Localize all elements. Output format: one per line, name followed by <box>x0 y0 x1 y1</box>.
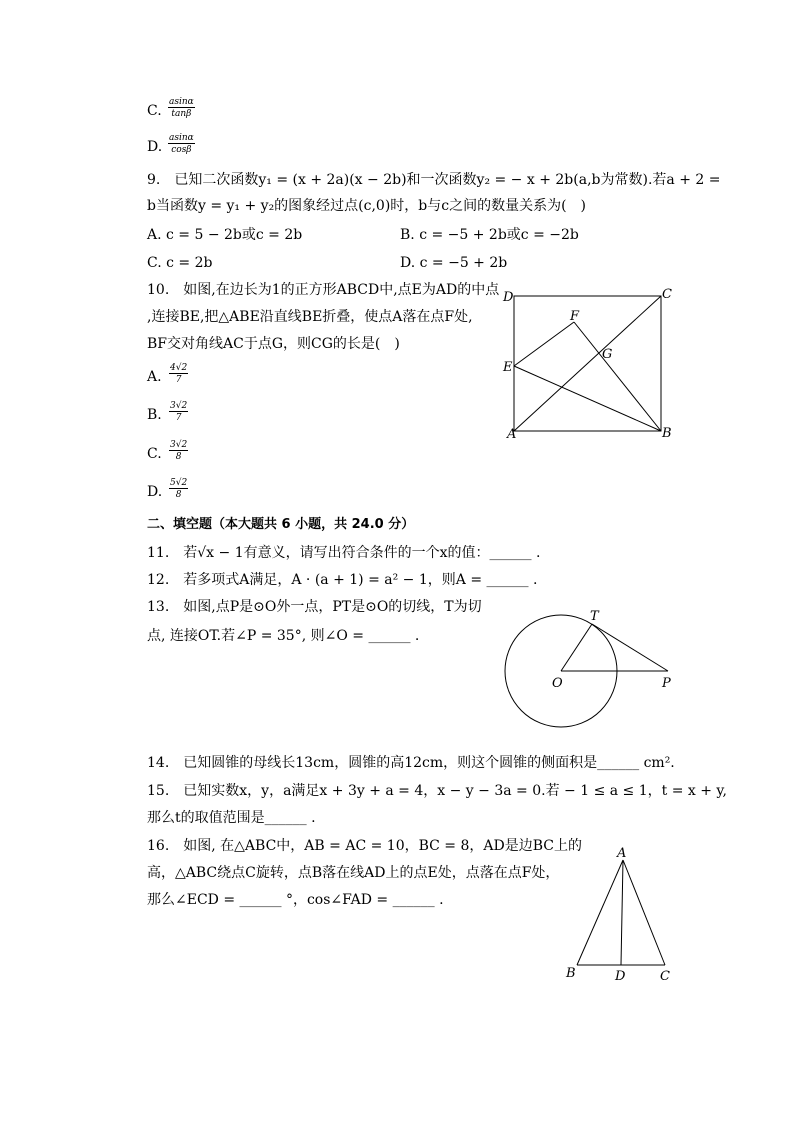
label-c: C <box>660 969 670 984</box>
label-d: D <box>503 290 514 305</box>
label-t: T <box>590 609 599 624</box>
option-c-prev: C. <box>147 103 162 119</box>
q14: 14. 已知圆锥的母线长13cm，圆锥的高12cm，则这个圆锥的侧面积是______ cm². <box>147 755 675 771</box>
q9-line2: b当函数y = y₁ + y₂的图象经过点(c,0)时，b与c之间的数量关系为( ) <box>147 198 587 214</box>
label-b: B <box>662 426 672 441</box>
q16-line3: 那么∠ECD = ______ °，cos∠FAD = ______ . <box>147 892 444 908</box>
q9-option-b: B. c = −5 + 2b或c = −2b <box>400 227 579 243</box>
q10-option-c: C. <box>147 446 162 462</box>
q12: 12. 若多项式A满足，A · (a + 1) = a² − 1，则A = ______ . <box>147 572 538 588</box>
label-a: A <box>507 427 517 442</box>
q16-line2: 高，△ABC绕点C旋转，点B落在线AD上的点E处，点落在点F处， <box>147 865 560 881</box>
q15-line2: 那么t的取值范围是______ . <box>147 810 316 826</box>
q9-option-c: C. c = 2b <box>147 255 213 271</box>
label-a: A <box>617 846 627 861</box>
label-e: E <box>503 360 513 375</box>
label-p: P <box>662 676 671 691</box>
q10-option-b-fraction: $\frac{3√2}{7}$ <box>170 401 188 423</box>
q11: 11. 若√x − 1有意义，请写出符合条件的一个x的值：______ . <box>147 545 541 561</box>
section2-heading: 二、填空题（本大题共 6 小题，共 24.0 分） <box>147 517 415 532</box>
q10-line1: 10. 如图,在边长为1的正方形ABCD中,点E为AD的中点 <box>147 282 500 298</box>
q10-option-d: D. <box>147 484 163 500</box>
label-f: F <box>570 309 580 324</box>
label-o: O <box>552 676 563 691</box>
q9-line1: 9. 已知二次函数y₁ = (x + 2a)(x − 2b)和一次函数y₂ = − x + 2b(a,b为常数).若a + 2 = <box>147 172 721 188</box>
q10-option-b: B. <box>147 407 162 423</box>
q9-option-d: D. c = −5 + 2b <box>400 255 508 271</box>
segment-ac <box>623 860 665 965</box>
q15-line1: 15. 已知实数x，y，a满足x + 3y + a = 4，x − y − 3a = 0.若 − 1 ≤ a ≤ 1，t = x + y, <box>147 783 727 799</box>
option-d-prev: D. <box>147 139 163 155</box>
segment-ab <box>577 860 623 965</box>
label-c: C <box>662 287 672 302</box>
q9-option-a: A. c = 5 − 2b或c = 2b <box>147 227 303 243</box>
label-g: G <box>602 347 613 362</box>
label-b: B <box>566 966 576 981</box>
q13-line1: 13. 如图,点P是⊙O外一点，PT是⊙O的切线，T为切 <box>147 599 482 615</box>
altitude-ad <box>621 860 623 965</box>
q10-option-d-fraction: $\frac{5√2}{8}$ <box>170 478 188 500</box>
option-d-prev-fraction: $\frac{asin\alpha}{\cos\beta}$ <box>169 133 194 155</box>
q10-option-c-fraction: $\frac{3√2}{8}$ <box>170 440 188 462</box>
q16-line1: 16. 如图, 在△ABC中，AB = AC = 10，BC = 8，AD是边BC上的 <box>147 838 582 854</box>
q13-line2: 点, 连接OT.若∠P = 35°, 则∠O = ______ . <box>147 628 420 644</box>
q10-option-a-fraction: $\frac{4√2}{7}$ <box>170 363 188 385</box>
option-c-prev-fraction: $\frac{asin\alpha}{\tan\beta}$ <box>169 97 194 119</box>
q10-option-a: A. <box>147 369 162 385</box>
label-d: D <box>615 969 626 984</box>
q10-line3: BF交对角线AC于点G，则CG的长是( ) <box>147 336 400 352</box>
q10-line2: ,连接BE,把△ABE沿直线BE折叠，使点A落在点F处, <box>147 309 473 325</box>
